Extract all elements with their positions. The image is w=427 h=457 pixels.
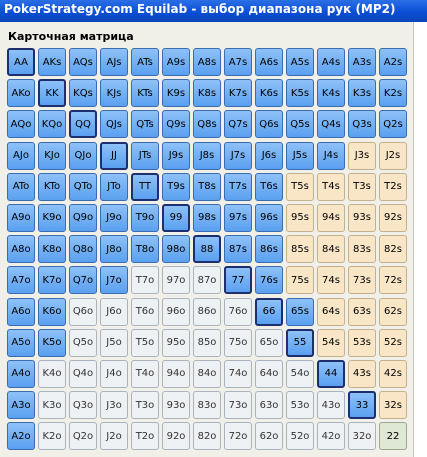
hand-cell[interactable]: AJs xyxy=(100,48,128,76)
hand-cell[interactable]: 96s xyxy=(255,204,283,232)
hand-cell[interactable]: 52o xyxy=(286,422,314,450)
card-matrix-panel xyxy=(0,22,414,457)
hand-cell[interactable]: 97o xyxy=(162,266,190,294)
hand-cell[interactable]: 94o xyxy=(162,360,190,388)
hand-cell[interactable]: AKs xyxy=(38,48,66,76)
hand-cell[interactable]: Q5o xyxy=(69,329,97,357)
hand-cell[interactable]: QJs xyxy=(100,110,128,138)
hand-cell[interactable]: K5o xyxy=(38,329,66,357)
hand-cell[interactable]: 96o xyxy=(162,298,190,326)
hand-cell[interactable]: T3o xyxy=(131,391,159,419)
hand-cell[interactable]: A6o xyxy=(7,298,35,326)
hand-cell[interactable]: A4o xyxy=(7,360,35,388)
hand-cell[interactable]: A3s xyxy=(348,48,376,76)
hand-cell[interactable]: 93s xyxy=(348,204,376,232)
hand-cell[interactable]: J5s xyxy=(286,142,314,170)
hand-cell[interactable]: K5s xyxy=(286,79,314,107)
hand-cell[interactable]: K7o xyxy=(38,266,66,294)
hand-cell[interactable]: QTo xyxy=(69,173,97,201)
hand-cell[interactable]: T3s xyxy=(348,173,376,201)
hand-cell[interactable]: Q5s xyxy=(286,110,314,138)
hand-cell[interactable]: T2o xyxy=(131,422,159,450)
hand-cell[interactable]: K9s xyxy=(162,79,190,107)
hand-cell[interactable]: 32s xyxy=(379,391,407,419)
hand-cell[interactable]: K2s xyxy=(379,79,407,107)
hand-cell[interactable]: K8o xyxy=(38,235,66,263)
hand-cell[interactable]: 83s xyxy=(348,235,376,263)
hand-cell[interactable]: 82o xyxy=(193,422,221,450)
hand-cell[interactable]: 62s xyxy=(379,298,407,326)
hand-cell[interactable]: Q9s xyxy=(162,110,190,138)
hand-cell[interactable]: JTs xyxy=(131,142,159,170)
hand-cell[interactable]: AQs xyxy=(69,48,97,76)
hand-cell[interactable]: K6o xyxy=(38,298,66,326)
hand-cell[interactable]: 98s xyxy=(193,204,221,232)
hand-cell[interactable]: J6o xyxy=(100,298,128,326)
hand-cell[interactable]: J9o xyxy=(100,204,128,232)
hand-cell[interactable]: A5s xyxy=(286,48,314,76)
hand-cell[interactable]: 86s xyxy=(255,235,283,263)
hand-cell[interactable]: 53s xyxy=(348,329,376,357)
hand-cell[interactable]: 54s xyxy=(317,329,345,357)
hand-cell[interactable]: A2o xyxy=(7,422,35,450)
hand-cell[interactable]: Q6o xyxy=(69,298,97,326)
hand-cell[interactable]: T9s xyxy=(162,173,190,201)
hand-cell[interactable]: KJs xyxy=(100,79,128,107)
hand-cell[interactable]: A7o xyxy=(7,266,35,294)
hand-cell[interactable]: KTo xyxy=(38,173,66,201)
hand-cell[interactable]: K8s xyxy=(193,79,221,107)
hand-cell[interactable]: 98o xyxy=(162,235,190,263)
hand-cell[interactable]: QTs xyxy=(131,110,159,138)
hand-cell[interactable]: 62o xyxy=(255,422,283,450)
hand-cell[interactable]: 97s xyxy=(224,204,252,232)
hand-cell[interactable]: Q8s xyxy=(193,110,221,138)
hand-cell[interactable]: J7s xyxy=(224,142,252,170)
hand-cell[interactable]: J2o xyxy=(100,422,128,450)
hand-cell[interactable]: 64o xyxy=(255,360,283,388)
hand-cell[interactable]: QJo xyxy=(69,142,97,170)
hand-cell[interactable]: KTs xyxy=(131,79,159,107)
hand-cell[interactable]: A9s xyxy=(162,48,190,76)
hand-cell[interactable]: T4s xyxy=(317,173,345,201)
hand-cell[interactable]: A7s xyxy=(224,48,252,76)
hand-cell[interactable]: 92s xyxy=(379,204,407,232)
hand-cell[interactable]: TT xyxy=(131,173,159,201)
hand-cell[interactable]: K4s xyxy=(317,79,345,107)
hand-cell[interactable]: T8o xyxy=(131,235,159,263)
hand-cell[interactable]: T6o xyxy=(131,298,159,326)
hand-cell[interactable]: AJo xyxy=(7,142,35,170)
hand-cell[interactable]: K2o xyxy=(38,422,66,450)
hand-cell[interactable]: ATs xyxy=(131,48,159,76)
hand-cell[interactable]: 88 xyxy=(193,235,221,263)
hand-cell[interactable]: 87s xyxy=(224,235,252,263)
hand-cell[interactable]: 42s xyxy=(379,360,407,388)
hand-cell[interactable]: 64s xyxy=(317,298,345,326)
hand-cell[interactable]: JTo xyxy=(100,173,128,201)
hand-cell[interactable]: 82s xyxy=(379,235,407,263)
hand-cell[interactable]: A3o xyxy=(7,391,35,419)
hand-cell[interactable]: A6s xyxy=(255,48,283,76)
hand-cell[interactable]: J2s xyxy=(379,142,407,170)
hand-cell[interactable]: QQ xyxy=(69,110,97,138)
hand-cell[interactable]: AQo xyxy=(7,110,35,138)
hand-cell[interactable]: T2s xyxy=(379,173,407,201)
hand-cell[interactable]: J6s xyxy=(255,142,283,170)
hand-cell[interactable]: AKo xyxy=(7,79,35,107)
hand-cell[interactable]: Q9o xyxy=(69,204,97,232)
hand-cell[interactable]: J3o xyxy=(100,391,128,419)
hand-cell[interactable]: A9o xyxy=(7,204,35,232)
hand-cell[interactable]: 75s xyxy=(286,266,314,294)
hand-cell[interactable]: K3s xyxy=(348,79,376,107)
hand-cell[interactable]: T7s xyxy=(224,173,252,201)
hand-cell[interactable]: 43o xyxy=(317,391,345,419)
hand-cell[interactable]: J5o xyxy=(100,329,128,357)
hand-cell[interactable]: 63s xyxy=(348,298,376,326)
hand-cell[interactable]: A2s xyxy=(379,48,407,76)
hand-cell[interactable]: 84o xyxy=(193,360,221,388)
hand-cell[interactable]: K7s xyxy=(224,79,252,107)
hand-cell[interactable]: Q7o xyxy=(69,266,97,294)
hand-cell[interactable]: J3s xyxy=(348,142,376,170)
hand-cell[interactable]: 42o xyxy=(317,422,345,450)
hand-cell[interactable]: J8s xyxy=(193,142,221,170)
hand-cell[interactable]: 75o xyxy=(224,329,252,357)
hand-cell[interactable]: Q8o xyxy=(69,235,97,263)
hand-cell[interactable]: 99 xyxy=(162,204,190,232)
hand-cell[interactable]: 85o xyxy=(193,329,221,357)
hand-cell[interactable]: A4s xyxy=(317,48,345,76)
hand-cell[interactable]: 92o xyxy=(162,422,190,450)
hand-matrix-grid xyxy=(7,48,407,450)
hand-cell[interactable]: 52s xyxy=(379,329,407,357)
hand-cell[interactable]: JJ xyxy=(100,142,128,170)
hand-cell[interactable]: 86o xyxy=(193,298,221,326)
hand-cell[interactable]: 32o xyxy=(348,422,376,450)
hand-cell[interactable]: 85s xyxy=(286,235,314,263)
hand-cell[interactable]: J4s xyxy=(317,142,345,170)
hand-cell[interactable]: J9s xyxy=(162,142,190,170)
hand-cell[interactable]: A8s xyxy=(193,48,221,76)
hand-cell[interactable]: 65s xyxy=(286,298,314,326)
hand-cell[interactable]: Q4o xyxy=(69,360,97,388)
hand-cell[interactable]: Q4s xyxy=(317,110,345,138)
hand-cell[interactable]: A5o xyxy=(7,329,35,357)
hand-cell[interactable]: A8o xyxy=(7,235,35,263)
hand-cell[interactable]: 74o xyxy=(224,360,252,388)
hand-cell[interactable]: Q7s xyxy=(224,110,252,138)
hand-cell[interactable]: KK xyxy=(38,79,66,107)
hand-cell[interactable]: 73o xyxy=(224,391,252,419)
hand-cell[interactable]: 76s xyxy=(255,266,283,294)
hand-cell[interactable]: T7o xyxy=(131,266,159,294)
hand-cell[interactable]: 72o xyxy=(224,422,252,450)
window-title: PokerStrategy.com Equilab - выбор диапазона рук (MP2) xyxy=(4,2,396,16)
hand-cell[interactable]: 77 xyxy=(224,266,252,294)
hand-cell[interactable]: 44 xyxy=(317,360,345,388)
hand-cell[interactable]: J8o xyxy=(100,235,128,263)
hand-cell[interactable]: 83o xyxy=(193,391,221,419)
hand-cell[interactable]: 54o xyxy=(286,360,314,388)
hand-cell[interactable]: Q3o xyxy=(69,391,97,419)
hand-cell[interactable]: 93o xyxy=(162,391,190,419)
hand-cell[interactable]: ATo xyxy=(7,173,35,201)
hand-cell[interactable]: T6s xyxy=(255,173,283,201)
window-titlebar[interactable] xyxy=(0,0,427,22)
hand-cell[interactable]: 76o xyxy=(224,298,252,326)
hand-cell[interactable]: 53o xyxy=(286,391,314,419)
hand-cell[interactable]: K6s xyxy=(255,79,283,107)
hand-cell[interactable]: 95s xyxy=(286,204,314,232)
hand-cell[interactable]: K3o xyxy=(38,391,66,419)
hand-cell[interactable]: Q2o xyxy=(69,422,97,450)
hand-cell[interactable]: J7o xyxy=(100,266,128,294)
hand-cell[interactable]: Q3s xyxy=(348,110,376,138)
hand-cell[interactable]: 95o xyxy=(162,329,190,357)
hand-cell[interactable]: KQs xyxy=(69,79,97,107)
hand-cell[interactable]: 66 xyxy=(255,298,283,326)
hand-cell[interactable]: K9o xyxy=(38,204,66,232)
hand-cell[interactable]: 73s xyxy=(348,266,376,294)
hand-cell[interactable]: 22 xyxy=(379,422,407,450)
hand-cell[interactable]: 55 xyxy=(286,329,314,357)
hand-cell[interactable]: 74s xyxy=(317,266,345,294)
hand-cell[interactable]: AA xyxy=(7,48,35,76)
hand-cell[interactable]: T9o xyxy=(131,204,159,232)
hand-cell[interactable]: T4o xyxy=(131,360,159,388)
hand-cell[interactable]: 43s xyxy=(348,360,376,388)
hand-cell[interactable]: 63o xyxy=(255,391,283,419)
hand-cell[interactable]: J4o xyxy=(100,360,128,388)
hand-cell[interactable]: T5o xyxy=(131,329,159,357)
hand-cell[interactable]: 72s xyxy=(379,266,407,294)
hand-cell[interactable]: 87o xyxy=(193,266,221,294)
hand-cell[interactable]: Q2s xyxy=(379,110,407,138)
hand-cell[interactable]: T5s xyxy=(286,173,314,201)
hand-cell[interactable]: 94s xyxy=(317,204,345,232)
hand-cell[interactable]: 65o xyxy=(255,329,283,357)
hand-cell[interactable]: K4o xyxy=(38,360,66,388)
hand-cell[interactable]: 84s xyxy=(317,235,345,263)
hand-cell[interactable]: KQo xyxy=(38,110,66,138)
hand-cell[interactable]: KJo xyxy=(38,142,66,170)
hand-cell[interactable]: Q6s xyxy=(255,110,283,138)
hand-cell[interactable]: T8s xyxy=(193,173,221,201)
hand-cell[interactable]: 33 xyxy=(348,391,376,419)
panel-title: Карточная матрица xyxy=(8,30,134,43)
